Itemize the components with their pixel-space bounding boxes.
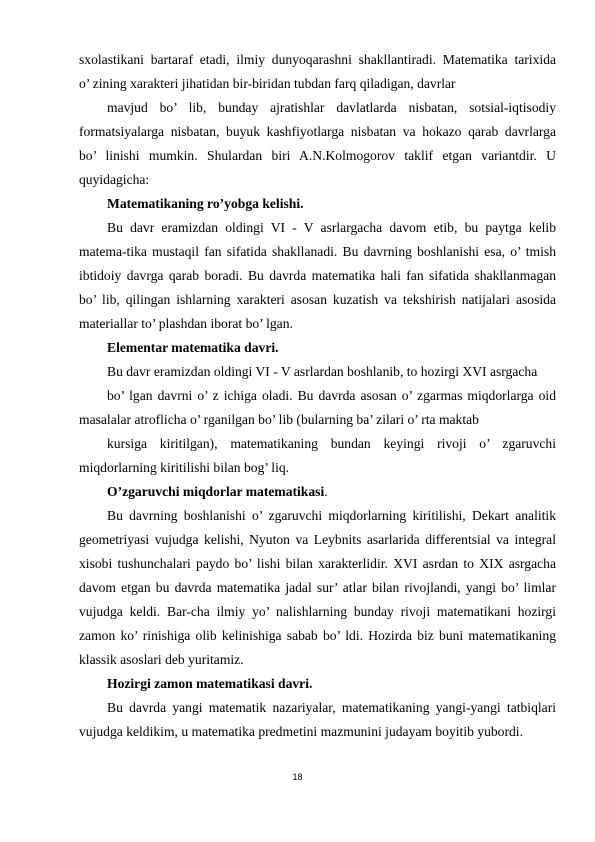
text-line: geometriyasi vujudga kelishi, Nyuton va Leybnits asarlarida differentsial va integral	[79, 532, 556, 547]
text-line: vujudga keldi. Bar-cha ilmiy yo’ nalishlarning bunday rivoji matematikani hozirgi	[79, 604, 556, 619]
text-line: zamon ko’ rinishiga olib kelinishiga sabab bo’ ldi. Hozirda biz buni matematikaning	[79, 628, 556, 643]
text-line: sxolastikani bartaraf etadi, ilmiy dunyoqarashni shakllantiradi. Matematika tarixida	[79, 52, 556, 67]
text-line: quyidagicha:	[79, 172, 150, 187]
text-line: bo’ lib, qilingan ishlarning xarakteri asosan kuzatish va tekshirish natijalari asosida	[79, 292, 556, 307]
section-heading: Matematikaning ro’yobga kelishi.	[107, 196, 304, 211]
section-heading	[79, 480, 556, 504]
section-heading: Elementar matematika davri.	[107, 340, 279, 355]
section-heading: Hozirgi zamon matematikasi davri.	[107, 676, 313, 691]
text-line: mavjud bo’ lib, bunday ajratishlar davlatlarda nisbatan, sotsial-iqtisodiy	[107, 100, 556, 115]
text-line: klassik asoslari deb yuritamiz.	[79, 652, 244, 667]
text-line: matema-tika mustaqil fan sifatida shakllanadi. Bu davrning boshlanishi esa, o’ tmish	[79, 244, 556, 259]
section-heading-suffix: .	[324, 484, 328, 499]
document-page	[79, 48, 556, 744]
text-line: Bu davr eramizdan oldingi VI - V asrlargacha davom etib, bu paytga kelib	[107, 220, 556, 235]
page-number: 18	[292, 772, 303, 782]
text-line: masalalar atroflicha o’ rganilgan bo’ lib (bularning ba’ zilari o’ rta maktab	[79, 412, 479, 427]
text-line: formatsiyalarga nisbatan, buyuk kashfiyotlarga nisbatan va hokazo qarab davrlarga	[79, 124, 556, 139]
text-line: Bu davr eramizdan oldingi VI - V asrlardan boshlanib, to hozirgi XVI asrgacha	[107, 364, 538, 379]
text-line: Bu davrda yangi matematik nazariyalar, matematikaning yangi-yangi tatbiqlari	[107, 700, 556, 715]
text-line: vujudga keldikim, u matematika predmetini mazmunini judayam boyitib yubordi.	[79, 724, 523, 739]
text-line: bo’ lgan davrni o’ z ichiga oladi. Bu davrda asosan o’ zgarmas miqdorlarga oid	[107, 388, 556, 403]
text-line: o’ zining xarakteri jihatidan bir-biridan tubdan farq qiladigan, davrlar	[79, 76, 456, 91]
text-line: davom etgan bu davrda matematika jadal sur’ atlar bilan rivojlandi, yangi bo’ limlar	[79, 580, 556, 595]
text-line: ibtidoiy davrga qarab boradi. Bu davrda matematika hali fan sifatida shakllanmagan	[79, 268, 556, 283]
section-heading-text: O’zgaruvchi miqdorlar matematikasi	[107, 484, 325, 499]
text-line: bo’ linishi mumkin. Shulardan biri A.N.Kolmogorov taklif etgan variantdir. U	[79, 148, 556, 163]
text-line: xisobi tushunchalari paydo bo’ lishi bilan xarakterlidir. XVI asrdan to XIX asrgacha	[79, 556, 556, 571]
text-line: Bu davrning boshlanishi o’ zgaruvchi miqdorlarning kiritilishi, Dekart analitik	[107, 508, 556, 523]
text-line: miqdorlarning kiritilishi bilan bog’ liq.	[79, 460, 290, 475]
text-line: materiallar to’ plashdan iborat bo’ lgan.	[79, 316, 293, 331]
text-line: kursiga kiritilgan), matematikaning bundan keyingi rivoji o’ zgaruvchi	[107, 436, 556, 451]
